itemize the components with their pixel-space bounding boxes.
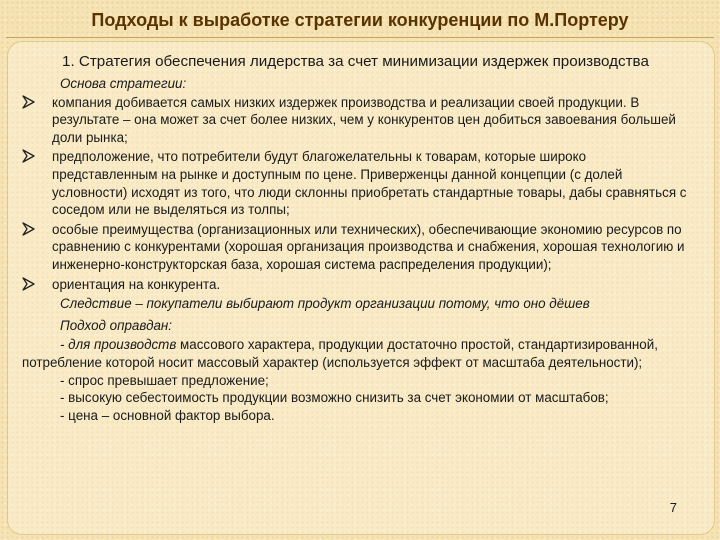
list-item [22,148,690,218]
condition-item: - высокую себестоимость продукции возможно снизить за счет экономии от масштабов; [60,390,609,406]
list-item [22,276,690,294]
page-number: 7 [669,500,677,515]
basis-label: Основа стратегии: [60,76,187,91]
condition-item: - цена – основной фактор выбора. [60,407,275,423]
bullet-text: особые преимущества (организационных или технических), обеспечивающие экономию ресурсов по сравнению с конкурентами (хорошая организация производства и снабжения, хорошая технологию и инженерно-конструкторская база, хорошая система распределения продукции); [52,221,685,272]
bullet-text: компания добивается самых низких издержек производства и реализации своей продукции. В результате – она может за счет более низких, чем у конкурентов цен добиться завоевания большей доли рынка; [52,94,676,145]
justified-prefix: - для производств [60,337,177,353]
strategy-heading: 1. Стратегия обеспечения лидерства за счет минимизации издержек производства [62,53,649,70]
justified-rest: массового характера, продукции достаточно простой, стандартизированной, потребление которой носит массовый характер (используется эффект от масштаба деятельности); [22,337,658,370]
arrow-bullet-icon [22,149,35,163]
title-divider [6,37,714,38]
slide-content [22,52,690,424]
bullet-list [22,94,690,294]
arrow-bullet-icon [22,95,35,109]
condition-item: - спрос превышает предложение; [60,372,269,388]
bullet-text: предположение, что потребители будут благожелательны к товарам, которые широко представленным на рынке и доступным по цене. Приверженцы данной концепции (с долей условности) исходят из того, что люди склонны приобретать стандартные товары, дабы сравняться с соседом или не выделяться из толпы; [52,149,687,218]
justified-paragraph [22,336,690,371]
list-item [22,94,690,147]
bullet-text: ориентация на конкурента. [52,276,221,292]
list-item [22,221,690,274]
arrow-bullet-icon [22,222,35,236]
slide-title: Подходы к выработке стратегии конкуренции по М.Портеру [91,10,629,30]
consequence-text: Следствие – покупатели выбирают продукт организации потому, что оно дёшев [60,296,590,312]
arrow-bullet-icon [22,277,35,291]
justified-label: Подход оправдан: [60,317,173,333]
